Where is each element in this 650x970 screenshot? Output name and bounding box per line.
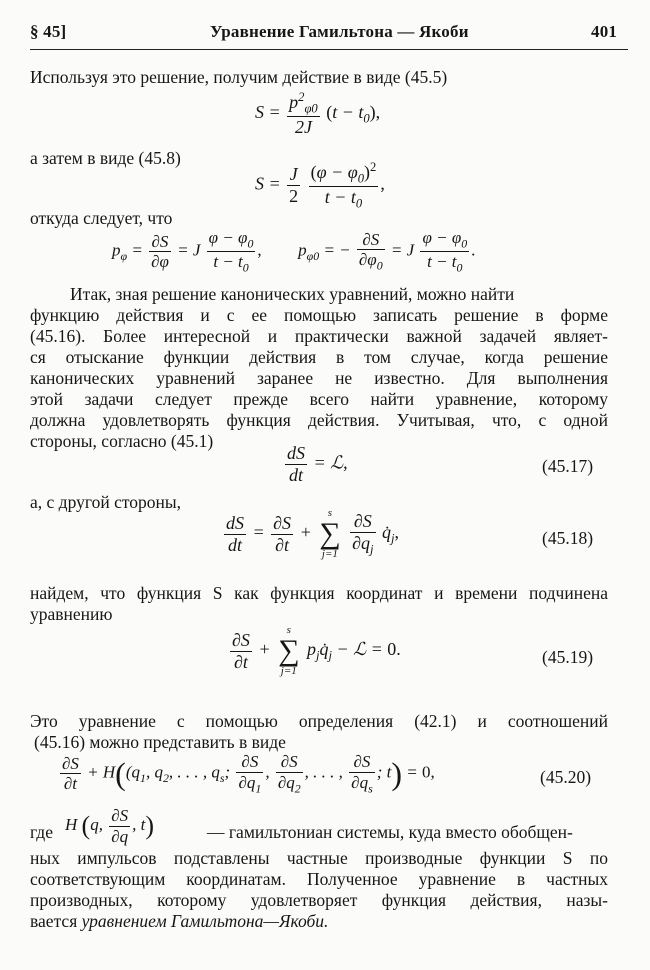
paragraph-8-after-formula: — гамильтониан системы, куда вместо обобщен- bbox=[207, 822, 573, 842]
paragraph-4-line-1: Итак, зная решение канонических уравнений, можно найти bbox=[70, 284, 515, 304]
equation-number-45-17: (45.17) bbox=[542, 456, 594, 476]
paragraph-3: откуда следует, что bbox=[30, 208, 173, 228]
equation-number-45-19: (45.19) bbox=[542, 647, 594, 667]
paragraph-8-line-3: соответствующим координатам. Полученное уравнение в частных bbox=[30, 869, 608, 889]
paragraph-8-line-5 bbox=[30, 911, 328, 932]
paragraph-4-line-7: должна удовлетворять функция действия. Учитывая, что, с одной bbox=[30, 410, 608, 430]
running-title: Уравнение Гамильтона — Якоби bbox=[210, 22, 469, 41]
section-marker: § 45] bbox=[30, 22, 67, 41]
equation-45-19: $\frac{\partial S}{\partial t}$ + s ∑ j=1 $p_jq̇_j$ − ℒ = 0. bbox=[232, 624, 401, 677]
equation-45-17: $\frac{dS}{dt}$ = ℒ, bbox=[287, 443, 348, 485]
inline-hamiltonian: H (q, $\frac{\partial S}{\partial q}$ , t) bbox=[65, 806, 155, 846]
paragraph-6-line-1: найдем, что функция S как функция координат и времени подчинена bbox=[30, 583, 608, 603]
paragraph-4-line-2: функцию действия и с ее помощью записать решение в форме bbox=[30, 305, 608, 325]
paragraph-8-line-2: ных импульсов подставлены частные производные функции S по bbox=[30, 848, 608, 868]
equation-number-45-18: (45.18) bbox=[542, 528, 594, 548]
paragraph-4-line-6: этой задачи следует прежде всего найти уравнение, которому bbox=[30, 389, 608, 409]
equation-45-18: $\frac{dS}{dt}$ = $\frac{\partial S}{\partial t}$ + s ∑ j=1 $\frac{\partial S}{\partial q_j}$ $q̇_j$, bbox=[226, 507, 400, 560]
paragraph-4-line-8: стороны, согласно (45.1) bbox=[30, 431, 214, 451]
equation-action-45-5: S = $\frac{p^2_{\varphi 0}}{2J}$ $(t - t_0)$, bbox=[255, 90, 381, 138]
paragraph-4-line-4: ся отыскание функции действия в том случае, когда решение bbox=[30, 347, 608, 367]
paragraph-1: Используя это решение, получим действие в виде (45.5) bbox=[30, 67, 448, 87]
paragraph-7-line-2: (45.16) можно представить в виде bbox=[34, 732, 286, 752]
paragraph-8-line-4: производных, которому удовлетворяет функция действия, назы- bbox=[30, 890, 608, 910]
page-number: 401 bbox=[591, 22, 618, 41]
equation-momenta: $p_\varphi$ = $\frac{\partial S}{\partial\varphi}$ = J $\frac{\varphi - \varphi_0}{t - t_0}$ , $p_{\varphi 0}$ = − $\frac{\partial S}{\partial\varphi_0}$ = J $\frac{\varphi - \varphi_0}{t - t_0}$ . bbox=[112, 228, 476, 275]
equation-45-20: $\frac{\partial S}{\partial t}$ + $H((q_1$, $q_2$, . . . , $q_s$; $\frac{\partial S}{\partial q_1}$ , $\frac{\partial S}{\partial q_2}$ , . . . , $\frac{\partial S}{\partial q_s}$ ; t) = 0, bbox=[62, 752, 435, 795]
paragraph-8-last-plain: вается bbox=[30, 911, 82, 931]
term-hamilton-jacobi: уравнением Гамильтона—Якоби. bbox=[81, 911, 329, 931]
paragraph-7-line-1: Это уравнение с помощью определения (42.1) и соотношений bbox=[30, 711, 608, 731]
paragraph-8-lead: где bbox=[30, 822, 53, 842]
paragraph-4-line-3: (45.16). Более интересной и практически важной задачей являет- bbox=[30, 326, 608, 346]
paragraph-5: а, с другой стороны, bbox=[30, 492, 181, 512]
paragraph-4-line-5: канонических уравнений заранее не известно. Для выполнения bbox=[30, 368, 608, 388]
equation-action-45-8: S = $\frac{J}{2}$ $\frac{(\varphi - \varphi_0)^2}{t - t_0}$ , bbox=[255, 160, 385, 211]
paragraph-6-line-2: уравнению bbox=[30, 604, 113, 624]
equation-number-45-20: (45.20) bbox=[540, 767, 592, 787]
header-rule bbox=[30, 49, 628, 50]
paragraph-2: а затем в виде (45.8) bbox=[30, 148, 181, 168]
